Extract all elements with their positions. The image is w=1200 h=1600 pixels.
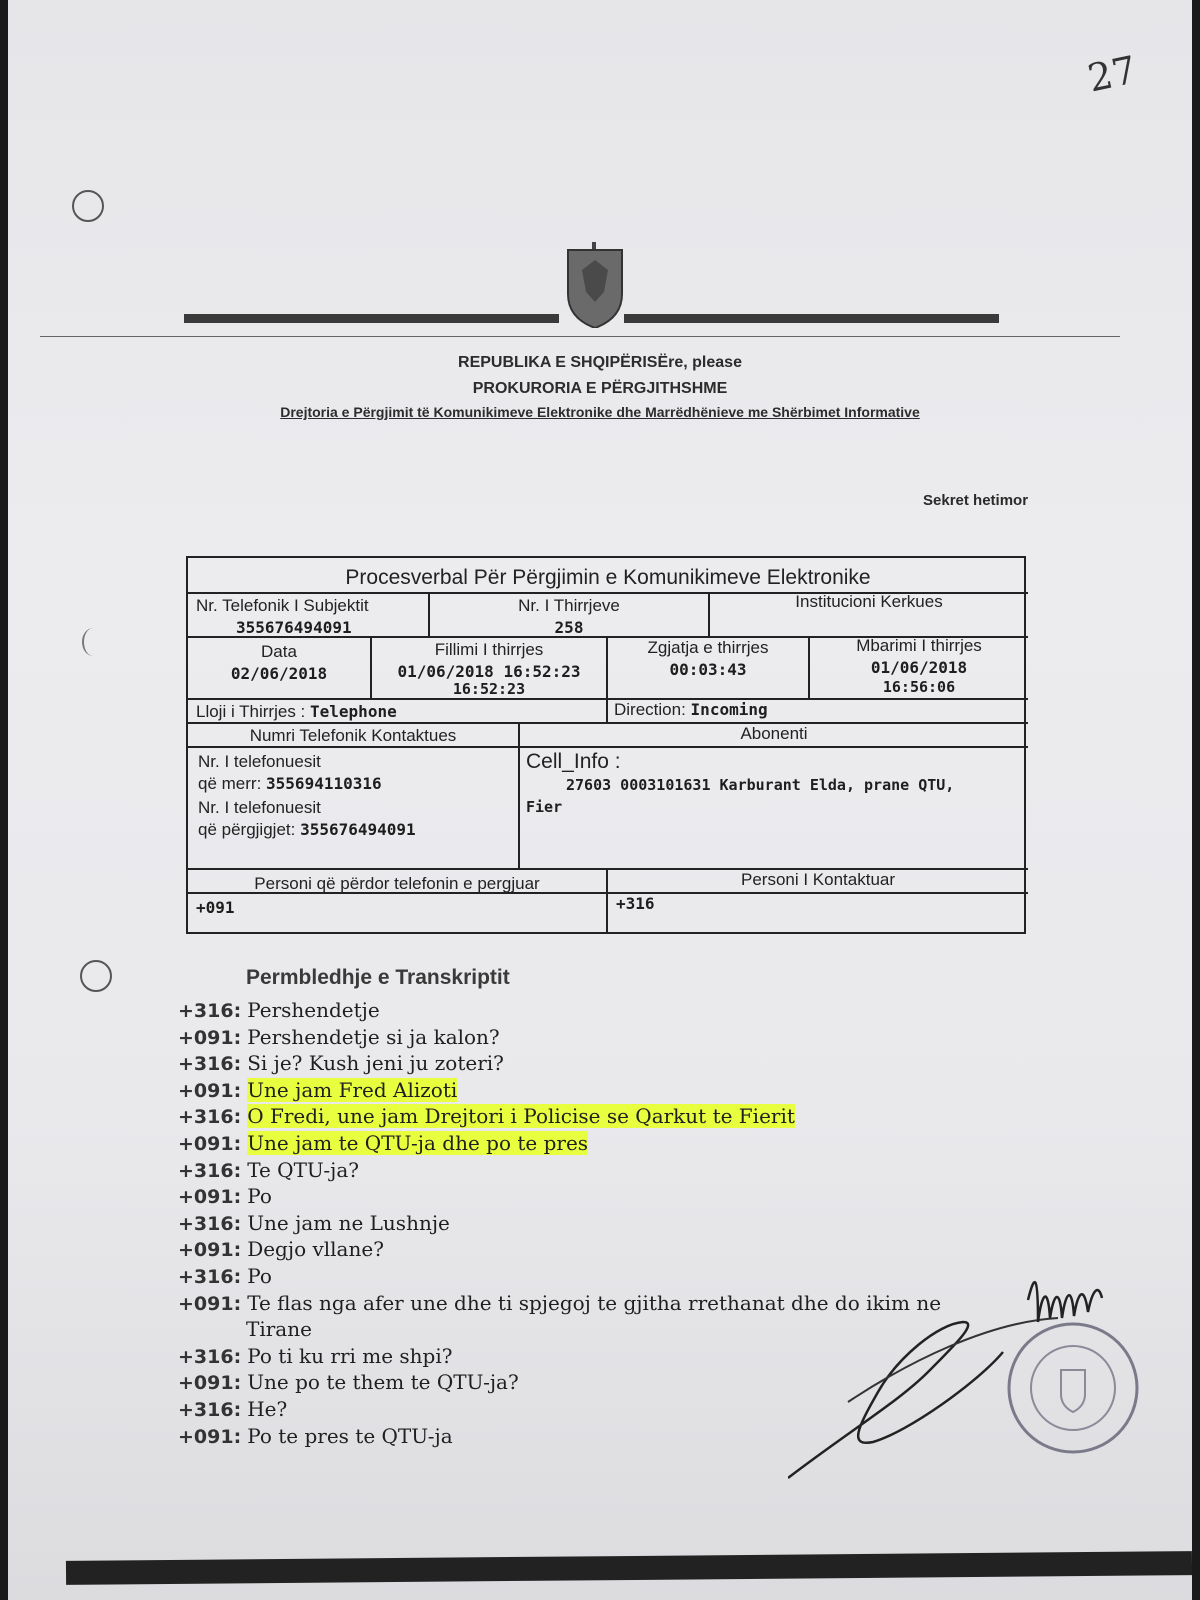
transcript-text: Une jam ne Lushnje: [247, 1210, 450, 1235]
date-value: 02/06/2018: [230, 664, 328, 683]
call-end-time: 16:56:06: [882, 678, 956, 696]
transcript-line: [178, 1370, 519, 1394]
transcript-speaker: +316:: [178, 1000, 242, 1022]
receiver-label-b: që merr:: [198, 774, 262, 793]
transcript-text: Po te pres te QTU-ja: [247, 1423, 453, 1448]
call-type-label: Lloji i Thirrjes :: [196, 702, 306, 721]
punch-hole-mark: [72, 190, 104, 222]
transcript-line: [178, 1104, 795, 1128]
transcript-speaker: +091:: [178, 1425, 242, 1448]
transcript-text: Te QTU-ja?: [247, 1157, 360, 1182]
cell-info-city: Fier: [526, 798, 563, 816]
receiver-line: [198, 774, 382, 794]
transcript-text: Une po te them te QTU-ja?: [247, 1370, 519, 1395]
header-thin-rule: [40, 336, 1120, 337]
transcript-text: Tirane: [246, 1317, 312, 1342]
transcript-line: [178, 1317, 312, 1341]
call-end-label: Mbarimi I thirrjes: [856, 636, 982, 655]
transcript-text: Po ti ku rri me shpi?: [247, 1343, 453, 1368]
call-start-time: 16:52:23: [452, 680, 526, 698]
call-end-date: 01/06/2018: [870, 658, 968, 677]
cell-info-location: 27603 0003101631 Karburant Elda, prane QTU,: [566, 776, 955, 794]
subject-phone-value: 355676494091: [236, 618, 352, 637]
transcript-text: Degjo vllane?: [247, 1237, 384, 1262]
form-title: Procesverbal Për Përgjimin e Komunikimeve Elektronike: [345, 566, 871, 589]
transcript-line: [178, 1211, 450, 1235]
transcript-line: [178, 1158, 359, 1182]
subscriber-label: Abonenti: [740, 724, 808, 743]
call-start-datetime: 01/06/2018 16:52:23: [397, 662, 581, 681]
transcript-speaker: +316:: [178, 1106, 242, 1129]
transcript-speaker: +316:: [178, 1345, 242, 1368]
transcript-title: Permbledhje e Transkriptit: [246, 966, 510, 989]
duration-value: 00:03:43: [669, 660, 747, 679]
transcript-text: Si je? Kush jeni ju zoteri?: [247, 1051, 504, 1076]
transcript-text: Pershendetje si ja kalon?: [247, 1024, 500, 1049]
transcript-line: [178, 1078, 457, 1102]
transcript-text: Po: [247, 1264, 272, 1288]
transcript-speaker: +091:: [178, 1292, 242, 1315]
header-rule: [184, 313, 1004, 327]
transcript-speaker: +091:: [178, 1372, 242, 1395]
calls-number-label: Nr. I Thirrjeve: [518, 596, 620, 615]
transcript-line: [178, 1344, 452, 1368]
punch-hole-mark: [80, 960, 112, 992]
duration-label: Zgjatja e thirrjes: [647, 638, 769, 657]
transcript-speaker: +091:: [178, 1239, 242, 1262]
interception-form: [186, 556, 1026, 934]
calls-number-value: 258: [554, 618, 584, 637]
phone-user-value: +091: [196, 898, 235, 917]
transcript-speaker: +316:: [178, 1266, 242, 1288]
direction-label: Direction:: [614, 700, 686, 719]
transcript-speaker: +091:: [178, 1186, 242, 1209]
transcript-text: Po: [247, 1184, 272, 1209]
document-page: [8, 0, 1192, 1600]
transcript-speaker: +316:: [178, 1053, 242, 1076]
classification-label: Sekret hetimor: [923, 492, 1029, 509]
call-start-label: Fillimi I thirrjes: [434, 640, 544, 659]
header-directorate: Drejtoria e Përgjimit të Komunikimeve Elektronike dhe Marrëdhënieve me Shërbimet Informative: [280, 404, 920, 420]
handwritten-page-number: 27: [1083, 47, 1141, 101]
transcript-line: [178, 998, 380, 1022]
transcript-speaker: +091:: [178, 1133, 242, 1155]
contact-number-label: Numri Telefonik Kontaktues: [249, 726, 457, 745]
transcript-line: [178, 1025, 500, 1049]
transcript-speaker: +091:: [178, 1026, 242, 1049]
transcript-text: Pershendetje: [247, 998, 380, 1022]
transcript-text: Une jam te QTU-ja dhe po te pres: [247, 1131, 589, 1155]
transcript-text: Te flas nga afer une dhe ti spjegoj te gjitha rrethanat dhe do ikim ne: [247, 1290, 942, 1315]
transcript-text: He?: [247, 1397, 288, 1421]
transcript-line: [178, 1131, 588, 1155]
transcript-line: [178, 1264, 272, 1288]
punch-hole-mark: [82, 628, 104, 656]
transcript-line: [178, 1424, 453, 1448]
transcript-speaker: +091:: [178, 1079, 242, 1102]
intercepted-label: Nr. I telefonuesit: [198, 798, 321, 817]
institution-label: Institucioni Kerkues: [795, 592, 943, 611]
call-type-value: Telephone: [310, 702, 397, 721]
receiver-number: 355694110316: [266, 774, 382, 793]
call-type: [196, 702, 397, 722]
phone-user-label: Personi që përdor telefonin e pergjuar: [254, 874, 540, 893]
direction: [614, 700, 768, 720]
cell-info-label: Cell_Info :: [526, 750, 621, 773]
contacted-person-label: Personi I Kontaktuar: [740, 870, 896, 889]
transcript-speaker: +316:: [178, 1399, 242, 1421]
transcript-speaker: +316:: [178, 1212, 242, 1235]
transcript-speaker: +316:: [178, 1159, 242, 1182]
page-bottom-shadow: [66, 1551, 1192, 1585]
header-republic: REPUBLIKA E SHQIPËRISËre, please: [458, 354, 742, 371]
transcript-line: [178, 1237, 384, 1261]
transcript-line: [178, 1051, 504, 1075]
transcript-line: [178, 1184, 272, 1208]
intercepted-line: [198, 820, 416, 840]
transcript-line: [178, 1397, 287, 1421]
direction-value: Incoming: [690, 700, 768, 719]
subject-phone-label: Nr. Telefonik I Subjektit: [196, 596, 369, 615]
date-label: Data: [261, 642, 297, 661]
intercepted-label-b: që përgjigjet:: [198, 820, 296, 839]
header-prosecution: PROKURORIA E PËRGJITHSHME: [472, 380, 728, 397]
transcript-text: O Fredi, une jam Drejtori i Policise se Qarkut te Fierit: [247, 1104, 795, 1129]
intercepted-number: 355676494091: [300, 820, 416, 839]
receiver-label: Nr. I telefonuesit: [198, 752, 321, 771]
official-stamp: [993, 1318, 1153, 1458]
contacted-person-value: +316: [616, 894, 655, 913]
transcript-text: Une jam Fred Alizoti: [247, 1077, 458, 1102]
